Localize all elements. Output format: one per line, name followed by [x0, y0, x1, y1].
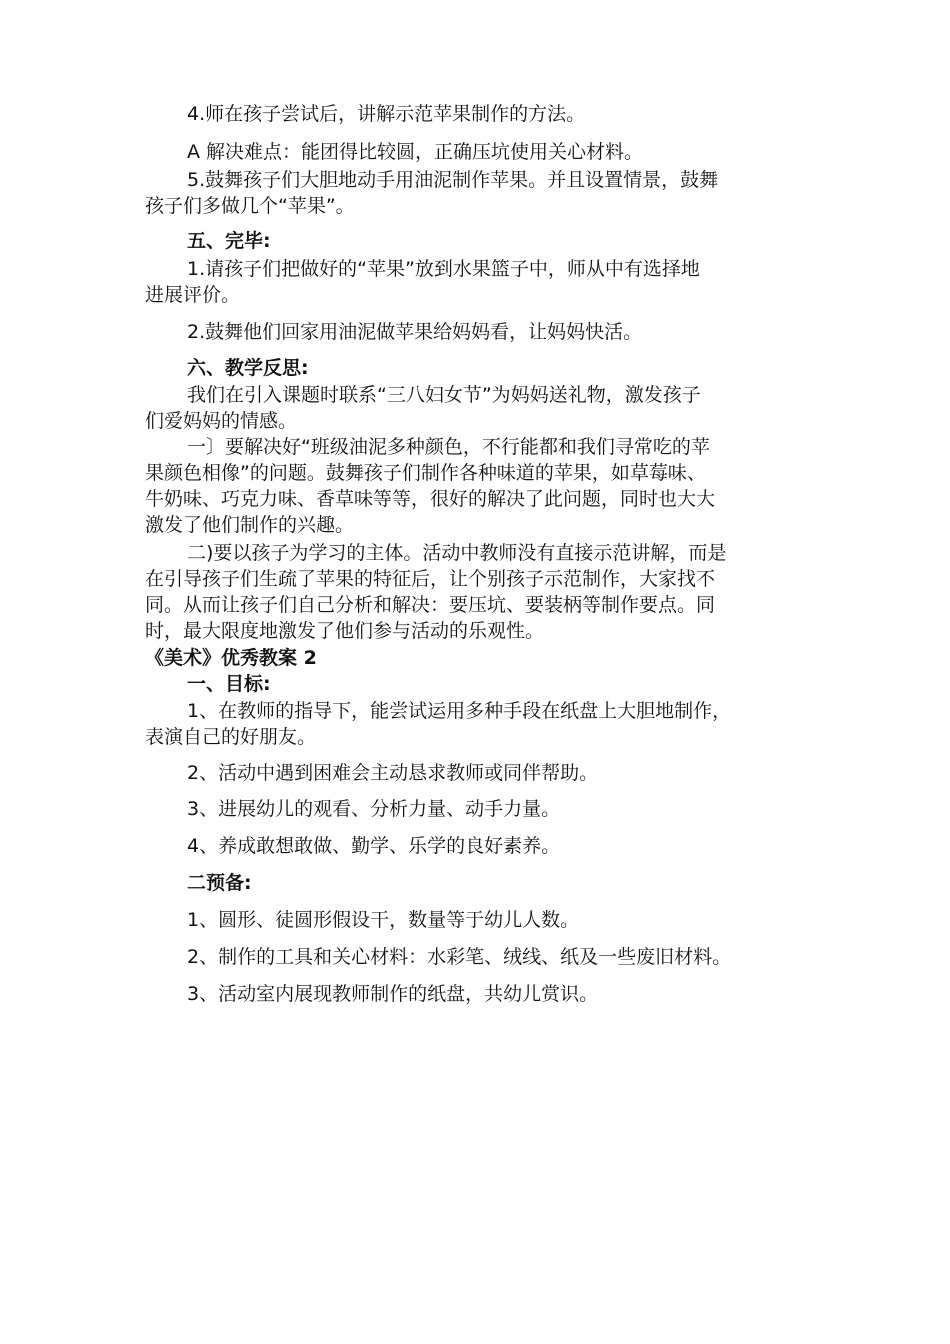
- prep-item-3: 3、活动室内展现教师制作的纸盘，共幼儿赏识。: [187, 983, 599, 1005]
- prep-item-1: 1、圆形、徒圆形假设干，数量等于幼儿人数。: [187, 909, 580, 931]
- section-5-item-1-line-2: 进展评价。: [145, 284, 241, 306]
- reflection-p3-line-1: 二)要以孩子为学习的主体。活动中教师没有直接示范讲解，而是: [187, 542, 727, 564]
- goal-2: 2、活动中遇到困难会主动恳求教师或同伴帮助。: [187, 762, 599, 784]
- reflection-p2-line-4: 激发了他们制作的兴趣。: [145, 514, 355, 536]
- plan-2-title: 《美术》优秀教案 2: [145, 647, 317, 669]
- section-5-heading: 五、完毕:: [187, 230, 271, 252]
- prep-heading: 二预备:: [187, 872, 252, 894]
- goal-1-line-1: 1、在教师的指导下，能尝试运用多种手段在纸盘上大胆地制作，: [187, 700, 732, 722]
- reflection-p2-line-3: 牛奶味、巧克力味、香草味等等，很好的解决了此问题，同时也大大: [145, 488, 716, 510]
- step-4-line: 4.师在孩子尝试后，讲解示范苹果制作的方法。: [187, 103, 586, 125]
- difficulty-line: A 解决难点：能团得比较圆，正确压坑使用关心材料。: [187, 141, 644, 163]
- section-6-heading: 六、教学反思:: [187, 357, 309, 379]
- section-5-item-1-line-1: 1.请孩子们把做好的“苹果”放到水果篮子中，师从中有选择地: [187, 258, 700, 280]
- step-5-line-1: 5.鼓舞孩子们大胆地动手用油泥制作苹果。并且设置情景，鼓舞: [187, 169, 719, 191]
- reflection-p3-line-3: 同。从而让孩子们自己分析和解决：要压坑、要装柄等制作要点。同: [145, 594, 716, 616]
- reflection-p2-line-1: 一〕要解决好“班级油泥多种颜色，不行能都和我们寻常吃的苹: [187, 436, 710, 458]
- reflection-p3-line-4: 时，最大限度地激发了他们参与活动的乐观性。: [145, 620, 545, 642]
- reflection-p1-line-1: 我们在引入课题时联系“三八妇女节”为妈妈送礼物，激发孩子: [187, 384, 701, 406]
- goals-heading: 一、目标:: [187, 673, 271, 695]
- goal-3: 3、进展幼儿的观看、分析力量、动手力量。: [187, 798, 561, 820]
- section-5-item-2: 2.鼓舞他们回家用油泥做苹果给妈妈看，让妈妈快活。: [187, 321, 643, 343]
- goal-4: 4、养成敢想敢做、勤学、乐学的良好素养。: [187, 835, 561, 857]
- reflection-p3-line-2: 在引导孩子们生疏了苹果的特征后，让个别孩子示范制作，大家找不: [145, 568, 716, 590]
- reflection-p2-line-2: 果颜色相像”的问题。鼓舞孩子们制作各种味道的苹果，如草莓味、: [145, 462, 706, 484]
- reflection-p1-line-2: 们爱妈妈的情感。: [145, 410, 298, 432]
- step-5-line-2: 孩子们多做几个“苹果”。: [145, 195, 355, 217]
- goal-1-line-2: 表演自己的好朋友。: [145, 726, 317, 748]
- prep-item-2: 2、制作的工具和关心材料：水彩笔、绒线、纸及一些废旧材料。: [187, 946, 732, 968]
